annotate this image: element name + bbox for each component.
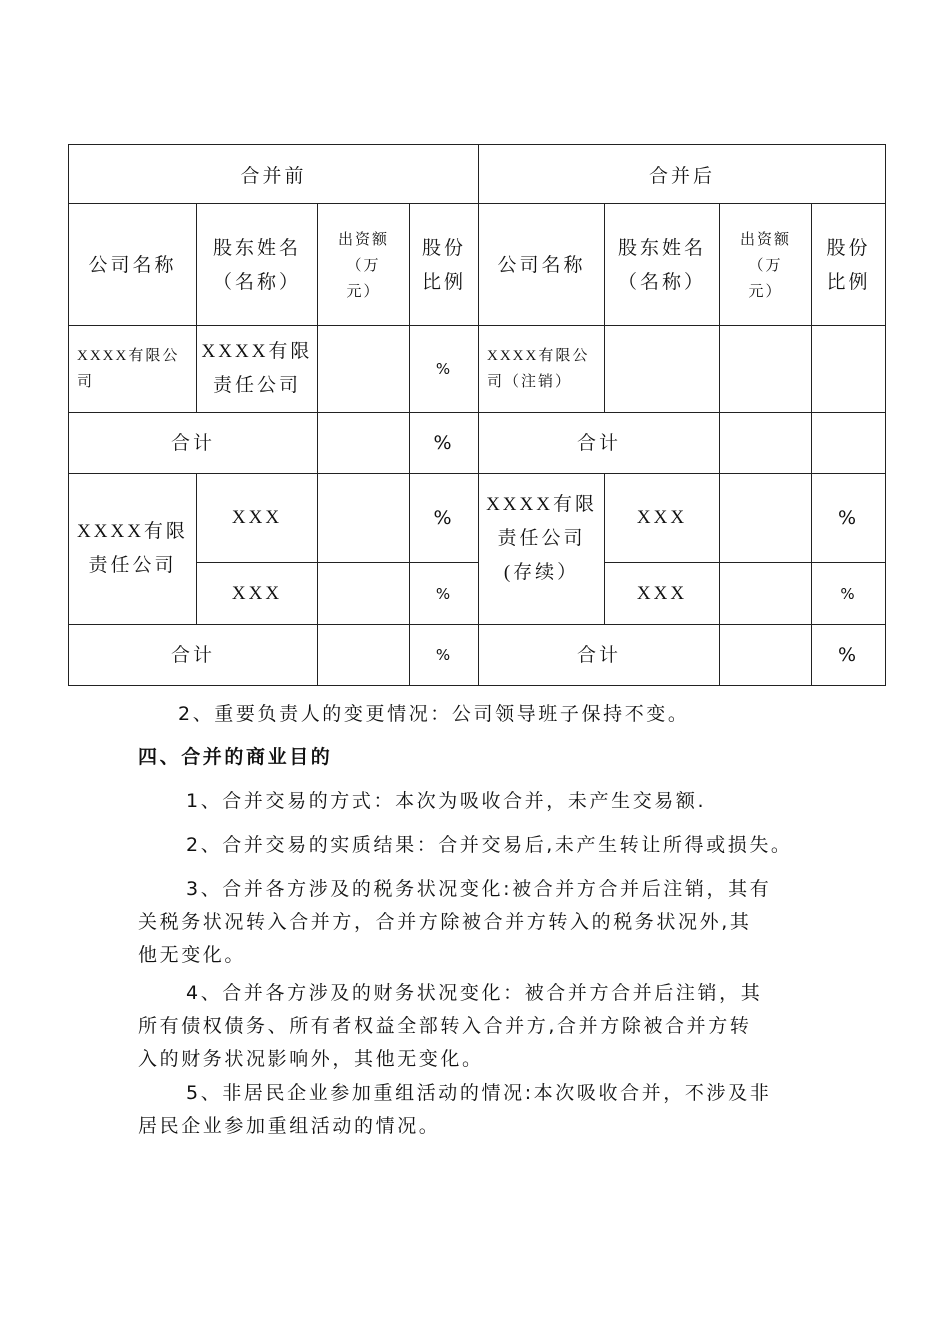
section-header-row [69,145,886,204]
item5-line2: 居民企业参加重组活动的情况。 [138,1115,441,1137]
header-capital-line3: 元） [346,281,381,300]
table-row [69,326,886,413]
empty-cell [720,625,812,686]
subtotal-label: 合计 [69,413,318,474]
header-shareholder-line1: 股东姓名 [212,236,301,259]
empty-cell [812,413,886,474]
header-shareholder-after-line1: 股东姓名 [618,236,707,259]
header-capital-after-line1: 出资额 [740,229,792,248]
empty-cell [318,413,410,474]
ratio-cell-after: % [812,474,886,563]
subtotal-row [69,625,886,686]
subtotal-ratio: % [410,413,479,474]
after-merger-header: 合并后 [479,145,886,204]
empty-cell [318,625,410,686]
empty-cell [318,474,410,563]
merged-shareholder-line2: 责任公司 [212,375,301,396]
header-capital-line1: 出资额 [337,229,389,248]
item4-line1: 4、合并各方涉及的财务状况变化：被合并方合并后注销，其 [186,982,763,1004]
shareholder-cell: XXX [197,474,318,563]
shareholder-cell-after: XXX [605,563,720,625]
item3-line1: 3、合并各方涉及的税务状况变化:被合并方合并后注销，其有 [186,878,772,900]
header-capital-after [720,204,812,326]
merged-shareholder-cell [197,326,318,413]
deregistered-company-line2: 司（注销） [487,374,573,390]
merged-ratio-cell: % [410,326,479,413]
subtotal-ratio-after: % [812,625,886,686]
ratio-cell: % [410,563,479,625]
item3-line2: 关税务状况转入合并方，合并方除被合并方转入的税务状况外,其 [138,911,752,933]
before-merger-header: 合并前 [69,145,479,204]
header-shareholder-after-line2: （名称） [618,270,707,293]
merged-company-line1: XXXX有限公 [77,348,180,364]
table-row [69,474,886,563]
empty-cell [720,326,812,413]
item4-line2: 所有债权债务、所有者权益全部转入合并方,合并方除被合并方转 [138,1015,752,1037]
shareholding-table [68,144,886,686]
subtotal-row [69,413,886,474]
header-capital-after-line2: （万 [748,255,783,274]
merged-shareholder-line1: XXXX有限 [201,341,313,362]
deregistered-company-line1: XXXX有限公 [487,348,590,364]
empty-cell [605,326,720,413]
ratio-cell-after: % [812,563,886,625]
item3-line3: 他无变化。 [138,944,247,966]
list-item: 2、合并交易的实质结果：合并交易后,未产生转让所得或损失。 [186,834,793,856]
item4-line3: 入的财务状况影响外，其他无变化。 [138,1048,484,1070]
ratio-cell: % [410,474,479,563]
header-shareholder-name [197,204,318,326]
subtotal-label-after: 合计 [479,625,720,686]
officer-change-paragraph: 2、重要负责人的变更情况：公司领导班子保持不变。 [178,703,690,725]
item5-line1: 5、非居民企业参加重组活动的情况:本次吸收合并，不涉及非 [186,1082,772,1104]
subtotal-ratio: % [410,625,479,686]
subtotal-label: 合计 [69,625,318,686]
header-ratio-after-line1: 股份 [826,236,871,259]
empty-cell [318,563,410,625]
subtotal-label-after: 合计 [479,413,720,474]
merged-company-cell [69,326,197,413]
empty-cell [720,474,812,563]
merged-company-line2: 司 [77,374,95,390]
shareholder-cell-after: XXX [605,474,720,563]
header-company-name-after: 公司名称 [479,204,605,326]
header-company-name: 公司名称 [69,204,197,326]
header-ratio-after-line2: 比例 [826,270,871,293]
deregistered-company-cell [479,326,605,413]
merged-capital-cell [318,326,410,413]
surviving-company-before-cell [69,474,197,625]
surviving-company-before-line2: 责任公司 [88,555,177,576]
list-item [138,873,818,972]
surviving-company-after-line2: 责任公司 [497,528,586,549]
surviving-company-before-line1: XXXX有限 [77,521,188,542]
header-capital-after-line3: 元） [748,281,783,300]
section-heading: 四、合并的商业目的 [138,746,333,768]
header-ratio-line1: 股份 [422,236,467,259]
surviving-company-after-line1: XXXX有限 [486,494,597,515]
list-item: 1、合并交易的方式：本次为吸收合并，未产生交易额. [186,790,707,812]
header-share-ratio-after [812,204,886,326]
list-item [138,1077,818,1143]
header-shareholder-line2: （名称） [212,270,301,293]
header-ratio-line2: 比例 [422,270,467,293]
surviving-company-after-line3: (存续） [503,562,580,583]
header-capital [318,204,410,326]
header-share-ratio [410,204,479,326]
empty-cell [812,326,886,413]
shareholder-cell: XXX [197,563,318,625]
header-shareholder-name-after [605,204,720,326]
surviving-company-after-cell [479,474,605,625]
list-item [138,977,818,1076]
empty-cell [720,563,812,625]
header-capital-line2: （万 [346,255,381,274]
empty-cell [720,413,812,474]
column-header-row [69,204,886,326]
